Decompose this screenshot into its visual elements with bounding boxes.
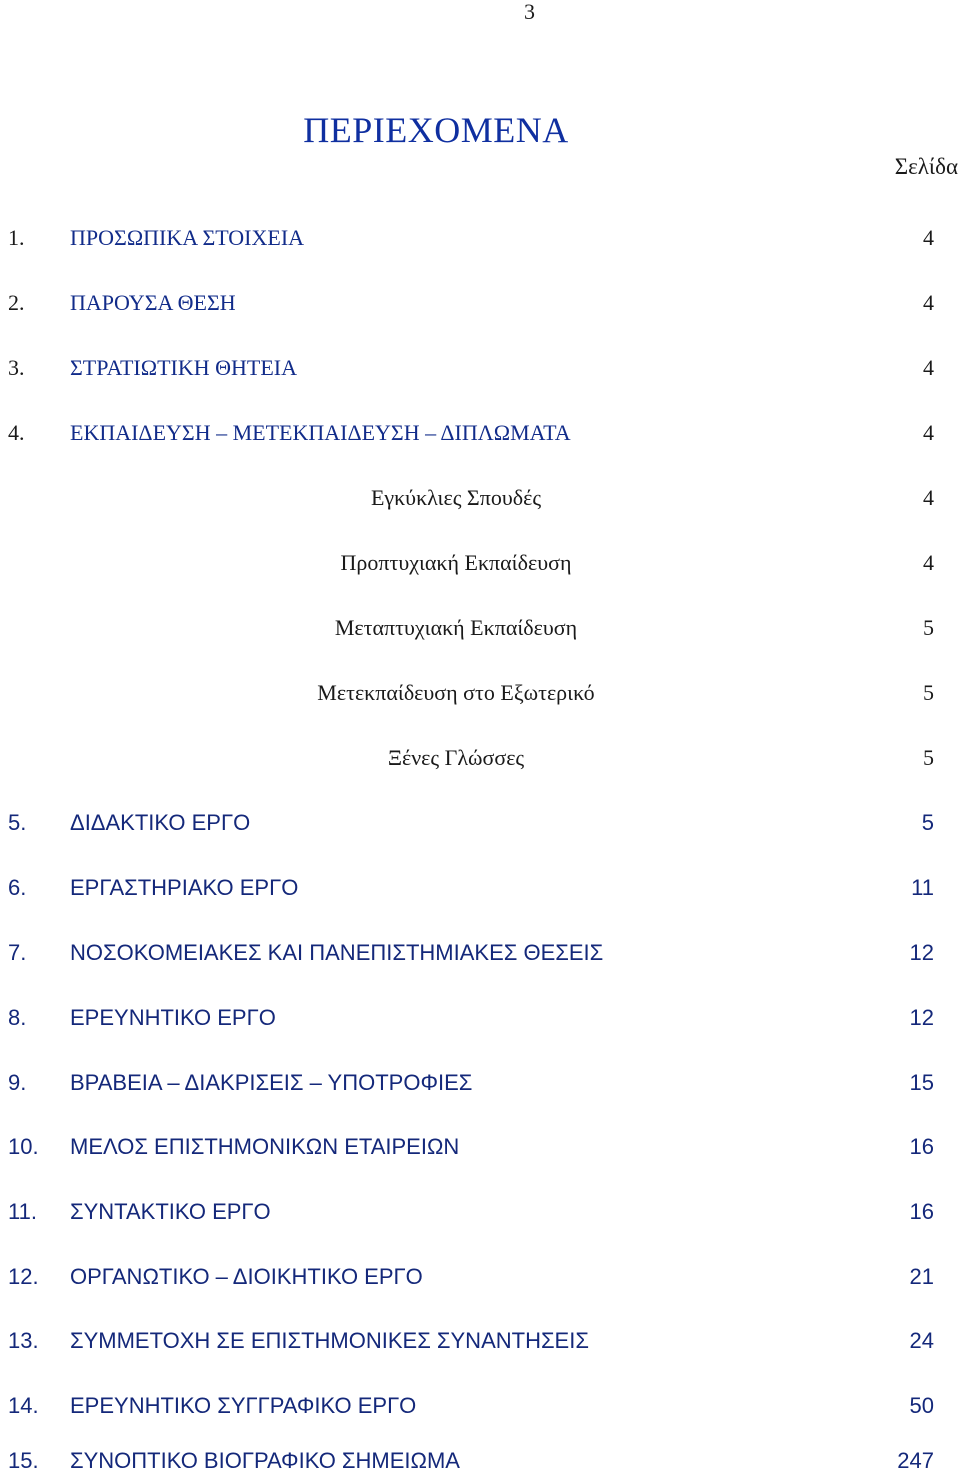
toc-entry-page: 16 — [909, 1199, 934, 1224]
toc-entry-number: 4. — [8, 420, 25, 445]
toc-subentry-title: Μεταπτυχιακή Εκπαίδευση — [334, 615, 578, 640]
page-column-label: Σελίδα — [894, 154, 958, 179]
toc-entry-page: 21 — [909, 1264, 934, 1289]
toc-entry[interactable] — [0, 873, 960, 903]
toc-entry-number: 13. — [8, 1328, 39, 1353]
toc-entry-title: ΕΡΕΥΝΗΤΙΚΟ ΕΡΓΟ — [70, 1005, 276, 1030]
toc-entry-number: 8. — [8, 1005, 27, 1030]
toc-entry-number: 2. — [8, 290, 25, 315]
toc-entry-page: 5 — [923, 615, 934, 640]
toc-entry-title: ΠΡΟΣΩΠΙΚΑ ΣΤΟΙΧΕΙΑ — [70, 225, 305, 250]
toc-entry-page: 4 — [923, 485, 934, 510]
toc-entry-page: 4 — [923, 550, 934, 575]
toc-entry-number: 6. — [8, 875, 27, 900]
toc-entry[interactable] — [0, 1132, 960, 1162]
toc-entry[interactable] — [0, 1068, 960, 1098]
toc-entry-page: 12 — [909, 1005, 934, 1030]
toc-subentry[interactable] — [0, 548, 960, 578]
toc-subentry[interactable] — [0, 743, 960, 773]
toc-entry-number: 11. — [8, 1199, 37, 1224]
toc-entry-number: 12. — [8, 1264, 39, 1289]
toc-entry-title: ΣΥΝΟΠΤΙΚΟ ΒΙΟΓΡΑΦΙΚΟ ΣΗΜΕΙΩΜΑ — [70, 1448, 460, 1473]
toc-entry[interactable] — [0, 288, 960, 318]
toc-entry-page: 50 — [909, 1393, 934, 1418]
toc-entry-title: ΠΑΡΟΥΣΑ ΘΕΣΗ — [70, 290, 236, 315]
toc-entry-number: 14. — [8, 1393, 39, 1418]
toc-entry-number: 3. — [8, 355, 25, 380]
toc-entry-title: ΕΚΠΑΙΔΕΥΣΗ – ΜΕΤΕΚΠΑΙΔΕΥΣΗ – ΔΙΠΛΩΜΑΤΑ — [70, 420, 571, 445]
page-number: 3 — [524, 0, 535, 24]
toc-entry-title: ΔΙΔΑΚΤΙΚΟ ΕΡΓΟ — [70, 810, 251, 835]
toc-subentry-title: Μετεκπαίδευση στο Εξωτερικό — [317, 680, 595, 705]
toc-entry-title: ΝΟΣΟΚΟΜΕΙΑΚΕΣ ΚΑΙ ΠΑΝΕΠΙΣΤΗΜΙΑΚΕΣ ΘΕΣΕΙΣ — [70, 940, 604, 965]
toc-entry-title: ΣΥΝΤΑΚΤΙΚΟ ΕΡΓΟ — [70, 1199, 271, 1224]
toc-subentry[interactable] — [0, 678, 960, 708]
toc-entry-number: 5. — [8, 810, 27, 835]
toc-entry-page: 5 — [921, 810, 934, 835]
toc-subentry-title: Εγκύκλιες Σπουδές — [370, 485, 542, 510]
toc-entry-page: 11 — [911, 875, 934, 900]
toc-entry-page: 4 — [923, 290, 934, 315]
toc-entry-page: 16 — [909, 1134, 934, 1159]
toc-entry[interactable] — [0, 1446, 960, 1476]
toc-entry-number: 1. — [8, 225, 25, 250]
toc-entry[interactable] — [0, 1262, 960, 1292]
toc-entry-page: 4 — [923, 355, 934, 380]
toc-entry-page: 12 — [909, 940, 934, 965]
toc-subentry-title: Προπτυχιακή Εκπαίδευση — [340, 550, 572, 575]
toc-entry[interactable] — [0, 418, 960, 448]
toc-entry-page: 4 — [923, 420, 934, 445]
toc-entry[interactable] — [0, 808, 960, 838]
toc-entry-page: 24 — [909, 1328, 934, 1353]
toc-subentry-title: Ξένες Γλώσσες — [387, 745, 525, 770]
toc-entry-title: ΣΤΡΑΤΙΩΤΙΚΗ ΘΗΤΕΙΑ — [70, 355, 297, 380]
toc-entry[interactable] — [0, 938, 960, 968]
toc-subentry[interactable] — [0, 613, 960, 643]
toc-entry-page: 5 — [923, 745, 934, 770]
toc-entry-title: ΟΡΓΑΝΩΤΙΚΟ – ΔΙΟΙΚΗΤΙΚΟ ΕΡΓΟ — [70, 1264, 423, 1289]
toc-entry-title: ΒΡΑΒΕΙΑ – ΔΙΑΚΡΙΣΕΙΣ – ΥΠΟΤΡΟΦΙΕΣ — [70, 1070, 473, 1095]
toc-entry-number: 15. — [8, 1448, 39, 1473]
toc-entry-title: ΕΡΓΑΣΤΗΡΙΑΚΟ ΕΡΓΟ — [70, 875, 299, 900]
toc-entry-number: 10. — [8, 1134, 39, 1159]
toc-entry-title: ΜΕΛΟΣ ΕΠΙΣΤΗΜΟΝΙΚΩΝ ΕΤΑΙΡΕΙΩΝ — [70, 1134, 460, 1159]
toc-entry-page: 15 — [909, 1070, 934, 1095]
toc-entry[interactable] — [0, 1326, 960, 1356]
page-title: ΠΕΡΙΕΧΟΜΕΝΑ — [303, 110, 569, 150]
toc-subentry[interactable] — [0, 483, 960, 513]
toc-entry[interactable] — [0, 353, 960, 383]
toc-entry[interactable] — [0, 1197, 960, 1227]
toc-entry-number: 7. — [8, 940, 27, 965]
toc-entry[interactable] — [0, 1003, 960, 1033]
toc-entry-page: 247 — [897, 1448, 934, 1473]
toc-entry[interactable] — [0, 223, 960, 253]
toc-entry-page: 4 — [923, 225, 934, 250]
toc-entry[interactable] — [0, 1391, 960, 1421]
toc-entry-page: 5 — [923, 680, 934, 705]
toc-entry-title: ΣΥΜΜΕΤΟΧΗ ΣΕ ΕΠΙΣΤΗΜΟΝΙΚΕΣ ΣΥΝΑΝΤΗΣΕΙΣ — [70, 1328, 589, 1353]
toc-entry-title: ΕΡΕΥΝΗΤΙΚΟ ΣΥΓΓΡΑΦΙΚΟ ΕΡΓΟ — [70, 1393, 417, 1418]
toc-entry-number: 9. — [8, 1070, 27, 1095]
